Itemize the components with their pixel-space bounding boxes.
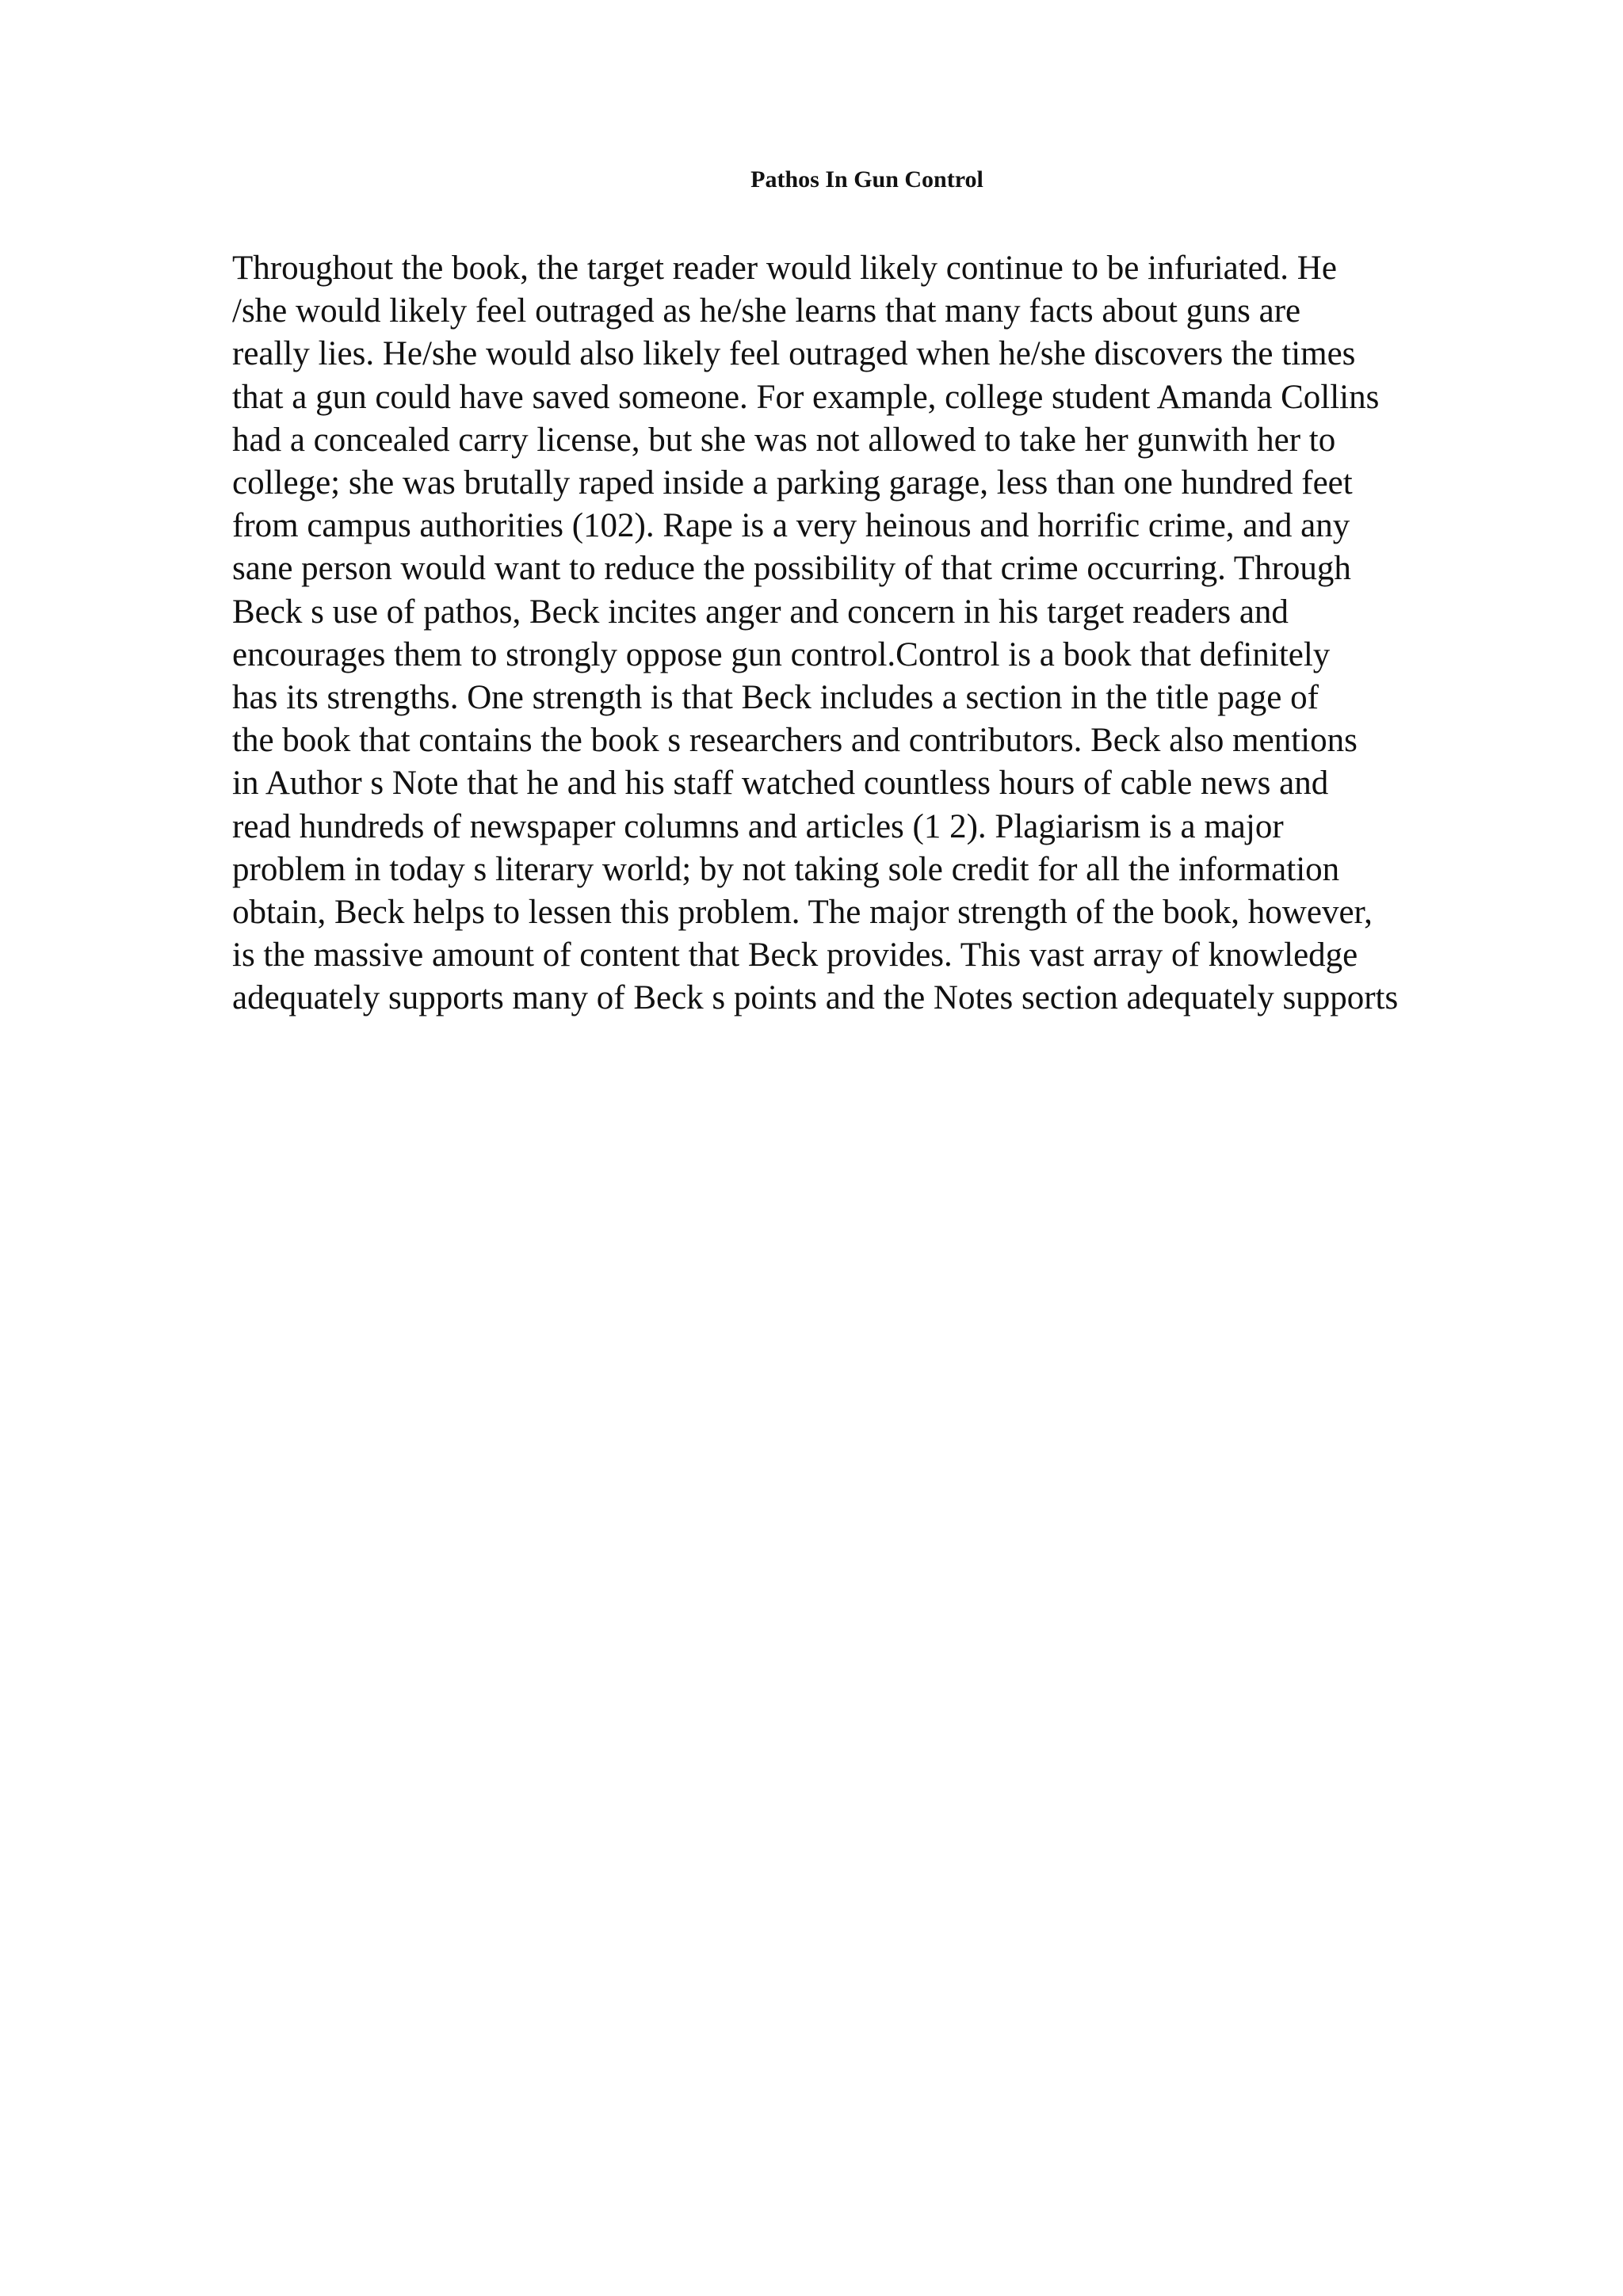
text-line: the book that contains the book s researchers and contributors. Beck also mentions [232,722,1358,760]
essay-body [232,247,1595,1020]
text-line: adequately supports many of Beck s points and the Notes section adequately supports [232,979,1399,1017]
text-line: sane person would want to reduce the possibility of that crime occurring. Through [232,550,1351,588]
text-line: that a gun could have saved someone. For example, college student Amanda Collins [232,378,1380,416]
text-line: encourages them to strongly oppose gun control.Control is a book that definitely [232,635,1331,673]
text-line: really lies. He/she would also likely feel outraged when he/she discovers the times [232,335,1356,373]
text-line: had a concealed carry license, but she was not allowed to take her gunwith her to [232,421,1336,459]
text-line: obtain, Beck helps to lessen this problem. The major strength of the book, however, [232,894,1373,932]
text-line: in Author s Note that he and his staff watched countless hours of cable news and [232,765,1329,803]
text-line: problem in today s literary world; by not taking sole credit for all the information [232,850,1340,888]
text-line: is the massive amount of content that Beck provides. This vast array of knowledge [232,936,1358,974]
page-title: Pathos In Gun Control [750,166,983,193]
text-line: Beck s use of pathos, Beck incites anger and concern in his target readers and [232,593,1289,631]
text-line: /she would likely feel outraged as he/she learns that many facts about guns are [232,292,1301,330]
text-line: read hundreds of newspaper columns and articles (1 2). Plagiarism is a major [232,807,1284,845]
text-line: college; she was brutally raped inside a parking garage, less than one hundred feet [232,464,1353,502]
text-line: has its strengths. One strength is that Beck includes a section in the title page of [232,679,1319,717]
text-line: from campus authorities (102). Rape is a very heinous and horrific crime, and any [232,507,1350,545]
text-line: Throughout the book, the target reader would likely continue to be infuriated. He [232,250,1337,287]
